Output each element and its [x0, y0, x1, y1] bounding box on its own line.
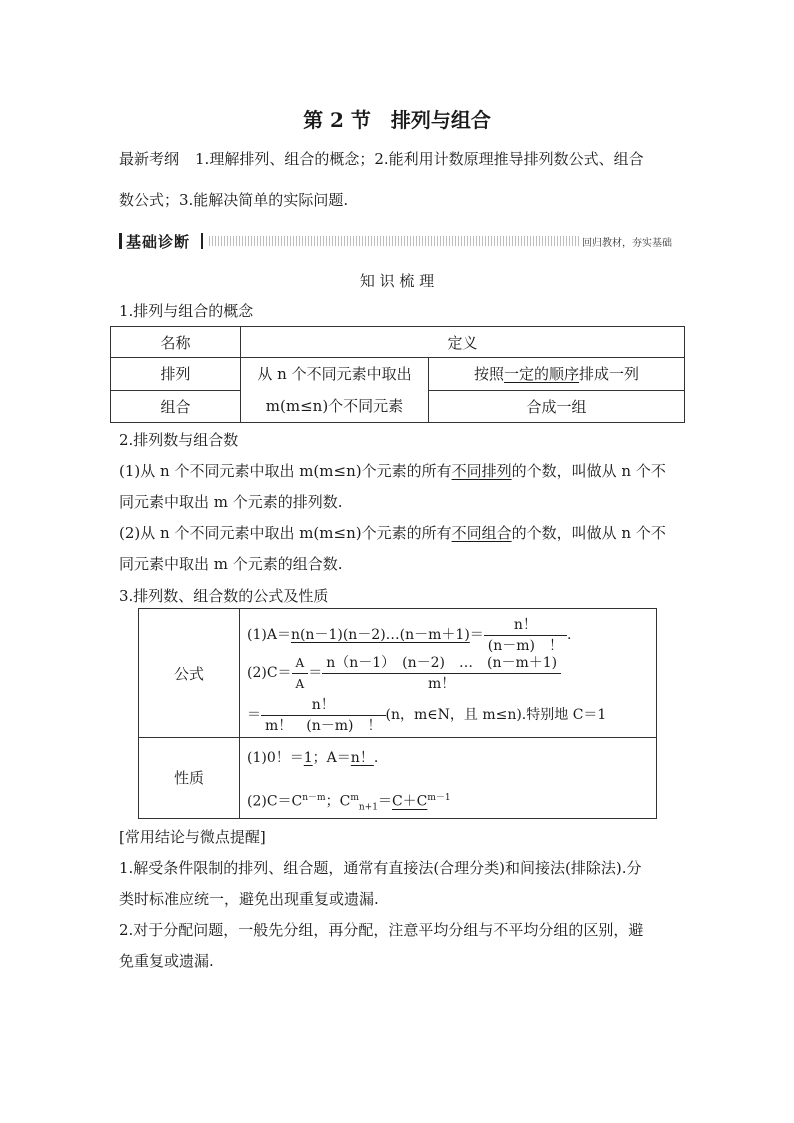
s2-p2-line-1	[119, 522, 666, 543]
property-1: (1)0！＝1；A＝n！.	[247, 750, 379, 766]
formula-label-cell	[139, 609, 240, 738]
banner-left-bar	[119, 233, 122, 249]
f2-numerator: n（n－1） (n－2) … (n－m＋1)	[322, 654, 561, 674]
p1-pre: (1)0！＝	[247, 750, 304, 766]
common-def-a: 从 n 个不同元素中取出	[257, 365, 412, 383]
s2-heading: 2.排列数与组合数	[119, 431, 239, 449]
p1-mid: ；A	[312, 750, 337, 766]
banner-label: 基础诊断	[126, 233, 191, 251]
s2-p1-post: 的个数，叫做从 n 个不	[511, 462, 666, 480]
p2-sup2: m	[350, 793, 359, 803]
f2-fraction	[322, 654, 561, 693]
p2-sep: ；C	[325, 793, 351, 810]
syllabus-label: 最新考纲	[119, 150, 180, 168]
s2-p1-line-2: 同元素中取出 m 个元素的排列数.	[119, 493, 343, 511]
f1-numerator: n！	[484, 616, 567, 636]
section-heading: 知 识 梳 理	[359, 272, 435, 290]
perm-def-pre: 按照	[473, 365, 504, 384]
f3-post: (n，m∈N，且 m≤n).特别地 C	[385, 707, 584, 723]
divider	[239, 737, 656, 738]
f2-pre: (2)C	[247, 665, 278, 681]
p2-sub2: n+1	[358, 802, 378, 813]
note-1-line-2: 类时标准应统一，避免出现重复或遗漏.	[119, 890, 379, 908]
row-comb-def: 合成一组	[429, 390, 685, 423]
f1-denominator: (n－m) ！	[487, 637, 564, 654]
s3-heading: 3.排列数、组合数的公式及性质	[119, 587, 329, 605]
perm-def-post: 排成一列	[579, 365, 640, 384]
perm-def-order: 一定的顺序	[503, 365, 579, 384]
common-def	[241, 358, 429, 423]
row-perm-def	[429, 358, 685, 391]
f2-small-fraction	[292, 654, 309, 693]
p1-end: .	[373, 750, 379, 766]
note-1-line-1: 1.解受条件限制的排列、组合题，通常有直接法(合理分类)和间接法(排除法).分	[119, 859, 642, 877]
property-label: 性质	[173, 769, 204, 787]
f3-tail: ＝1	[583, 707, 607, 723]
f2-denominator: m！	[428, 675, 456, 692]
syllabus-line-2: 数公式；3.能解决简单的实际问题.	[119, 191, 349, 209]
syllabus-line-1	[119, 148, 644, 169]
banner-right-bar	[201, 233, 203, 249]
s2-p2-line-2: 同元素中取出 m 个元素的组合数.	[119, 555, 343, 573]
s1-heading: 1.排列与组合的概念	[119, 302, 254, 320]
concept-table	[110, 326, 685, 423]
property-2	[247, 790, 451, 812]
f2-small-denominator: A	[295, 676, 305, 691]
p2-pre: (2)C	[247, 793, 278, 810]
s2-p2-term: 不同组合	[451, 524, 512, 542]
note-2-line-1: 2.对于分配问题，一般先分组，再分配，注意平均分组与不平均分组的区别，避	[119, 921, 644, 939]
f3-denominator: m！ (n－m) ！	[265, 717, 382, 734]
formula-label: 公式	[173, 665, 204, 683]
p1-value: 1	[303, 750, 313, 766]
p2-mid: ＝C	[277, 793, 303, 810]
formula-2: (2)C＝ $\frac{A}{A}$ ＝ $\frac{n(n-1) (n-2) \dots (n-m+1)}{m!}$	[247, 653, 561, 693]
f3-numerator: n！	[261, 696, 386, 716]
p2-sup1: n－m	[302, 793, 326, 803]
f1-eq: ＝	[469, 627, 484, 643]
p2-sum: C＋C	[391, 793, 428, 810]
f1-expr: n(n－1)(n－2)…(n－m＋1)	[290, 627, 470, 643]
formula-1: (1)A＝n(n－1)(n－2)…(n－m＋1)＝ $\frac{n!}{(n-m) !}$ .	[247, 616, 572, 654]
section-banner	[119, 231, 679, 250]
s2-p1-pre: (1)从 n 个不同元素中取出 m(m≤n)个元素的所有	[119, 462, 452, 480]
th-name: 名称	[111, 327, 241, 358]
s2-p2-post: 的个数，叫做从 n 个不	[511, 524, 666, 542]
banner-right-text: 回归教材，夯实基础	[579, 234, 675, 249]
s2-p1-term: 不同排列	[451, 462, 512, 480]
th-def: 定义	[241, 327, 685, 358]
s2-p1-line-1	[119, 460, 666, 481]
f3-fraction	[261, 696, 386, 735]
common-def-b: m(m≤n)个不同元素	[265, 397, 404, 415]
p1-factorial: n！	[350, 750, 374, 766]
f1-pre: (1)A	[247, 627, 277, 643]
syllabus-text-1: 1.理解排列、组合的概念；2.能利用计数原理推导排列数公式、组合	[195, 150, 644, 168]
property-label-cell	[139, 737, 240, 818]
p2-sup3: m－1	[427, 793, 451, 803]
p2-eq: ＝	[377, 793, 392, 810]
note-2-line-2: 免重复或遗漏.	[119, 952, 214, 970]
f2-small-numerator: A	[292, 654, 309, 674]
formula-box	[138, 608, 657, 819]
page-title: 第 2 节 排列与组合	[303, 108, 491, 132]
s2-p2-pre: (2)从 n 个不同元素中取出 m(m≤n)个元素的所有	[119, 524, 452, 542]
notes-heading: [常用结论与微点提醒]	[119, 828, 266, 846]
formula-3: ＝ $\frac{n!}{m! (n-m) !}$ (n，m∈N，且 m≤n).特别地 C＝1	[247, 696, 607, 734]
row-perm-name: 排列	[111, 358, 241, 391]
row-comb-name: 组合	[111, 390, 241, 423]
f1-fraction	[484, 616, 567, 655]
